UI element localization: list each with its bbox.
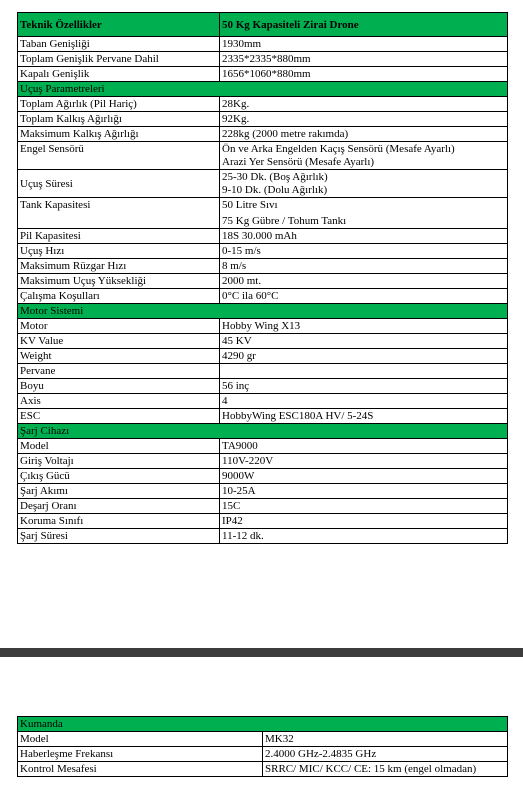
row-value-line: Arazi Yer Sensörü (Mesafe Ayarlı) [222,156,375,168]
row-label: Tank Kapasitesi [18,198,220,229]
row-label: Toplam Kalkış Ağırlığı [18,112,220,127]
row-value [220,529,508,544]
section-title: Uçuş Parametreleri [18,82,508,97]
row-value-line: 15C [222,500,241,512]
row-value [220,112,508,127]
section-title: Kumanda [18,717,508,732]
row-label: Pervane [18,364,220,379]
row-label: Şarj Akımı [18,484,220,499]
table-row [18,439,508,454]
row-value-line: 25-30 Dk. (Boş Ağırlık) [222,171,328,183]
table-row [18,112,508,127]
spec-table [17,12,508,544]
row-label: Boyu [18,379,220,394]
row-value [220,289,508,304]
row-value [220,379,508,394]
row-label: Koruma Sınıfı [18,514,220,529]
row-label: Toplam Ağırlık (Pil Hariç) [18,97,220,112]
row-value-line: 0-15 m/s [222,245,261,257]
table-row [18,732,508,747]
row-value-line: Hobby Wing X13 [222,320,301,332]
row-label: Haberleşme Frekansı [18,747,263,762]
row-label: Çıkış Gücü [18,469,220,484]
row-value-line: 2335*2335*880mm [222,53,311,65]
row-value [220,274,508,289]
table-row [18,37,508,52]
row-value [220,244,508,259]
row-value-line: 2.4000 GHz-2.4835 GHz [265,748,377,760]
row-value [220,484,508,499]
row-value [220,97,508,112]
table-row [18,170,508,198]
row-value-line: HobbyWing ESC180A HV/ 5-24S [222,410,374,422]
row-label: Toplam Genişlik Pervane Dahil [18,52,220,67]
section-title: Şarj Cihazı [18,424,508,439]
row-label: Pil Kapasitesi [18,229,220,244]
row-value [220,198,508,229]
row-value [220,127,508,142]
row-value-line: MK32 [265,733,294,745]
table-row [18,319,508,334]
table-row [18,469,508,484]
row-value [220,499,508,514]
row-value-line: IP42 [222,515,243,527]
table-row [18,349,508,364]
spec-header-row [18,13,508,37]
row-value-line: 11-12 dk. [222,530,264,542]
section-row [18,717,508,732]
row-value-line: 4 [222,395,228,407]
row-value-line: 92Kg. [222,113,250,125]
row-label: Uçuş Hızı [18,244,220,259]
row-value-line: 110V-220V [222,455,274,467]
table-row [18,244,508,259]
remote-table [17,716,508,777]
row-value [220,37,508,52]
section-row [18,82,508,97]
row-value-line: TA9000 [222,440,258,452]
row-value-line: 1656*1060*880mm [222,68,311,80]
row-value-line: 8 m/s [222,260,247,272]
row-label: Deşarj Oranı [18,499,220,514]
table-row [18,747,508,762]
row-value [220,229,508,244]
row-label: Model [18,439,220,454]
table-row [18,409,508,424]
row-value [220,52,508,67]
row-label: Kontrol Mesafesi [18,762,263,777]
table-row [18,274,508,289]
row-label: Kapalı Genişlik [18,67,220,82]
row-value-line: 45 KV [222,335,252,347]
row-value [263,762,508,777]
row-value [220,394,508,409]
table-row [18,198,508,229]
row-value [220,259,508,274]
table-row [18,762,508,777]
table-row [18,52,508,67]
row-label: KV Value [18,334,220,349]
row-value-line: SRRC/ MIC/ KCC/ CE: 15 km (engel olmadan) [265,763,477,775]
row-value [220,409,508,424]
row-value [220,454,508,469]
row-value [220,514,508,529]
table-row [18,499,508,514]
table-row [18,229,508,244]
table-row [18,484,508,499]
row-label: Model [18,732,263,747]
row-label: Weight [18,349,220,364]
table-row [18,334,508,349]
table-row [18,67,508,82]
spec-table-body [18,13,508,544]
row-value-line: 50 Litre Sıvı [222,199,278,211]
table-row [18,364,508,379]
row-value-line: 1930mm [222,38,262,50]
row-label: Uçuş Süresi [18,170,220,198]
row-value-line: 75 Kg Gübre / Tohum Tankı [222,215,347,227]
row-label: Taban Genişliği [18,37,220,52]
row-value-line: 228kg (2000 metre rakımda) [222,128,349,140]
row-label: Çalışma Koşulları [18,289,220,304]
row-value [263,747,508,762]
row-value [220,349,508,364]
row-value-line: 2000 mt. [222,275,262,287]
remote-table-body [18,717,508,777]
table-row [18,127,508,142]
spec-header-title: 50 Kg Kapasiteli Zirai Drone [220,13,508,37]
row-value [220,142,508,170]
row-value-line: 10-25A [222,485,256,497]
row-value [220,334,508,349]
row-label: Maksimum Kalkış Ağırlığı [18,127,220,142]
row-label: ESC [18,409,220,424]
row-value-line: Ön ve Arka Engelden Kaçış Sensörü (Mesafe Ayarlı) [222,143,455,155]
table-row [18,289,508,304]
row-label: Maksimum Rüzgar Hızı [18,259,220,274]
row-label: Motor [18,319,220,334]
row-label: Şarj Süresi [18,529,220,544]
section-row [18,304,508,319]
row-value-line: 4290 gr [222,350,256,362]
table-row [18,142,508,170]
row-value [220,319,508,334]
row-label: Maksimum Uçuş Yüksekliği [18,274,220,289]
row-value [263,732,508,747]
page-divider [0,648,523,657]
table-row [18,259,508,274]
table-row [18,379,508,394]
row-value-line: 56 inç [222,380,250,392]
row-value [220,364,508,379]
row-value [220,67,508,82]
row-label: Giriş Voltajı [18,454,220,469]
row-value-line: 9000W [222,470,255,482]
table-row [18,514,508,529]
spec-header-label: Teknik Özellikler [18,13,220,37]
table-row [18,529,508,544]
row-value-line: 18S 30.000 mAh [222,230,297,242]
table-row [18,97,508,112]
row-value [220,170,508,198]
row-value-line: 9-10 Dk. (Dolu Ağırlık) [222,184,328,196]
section-row [18,424,508,439]
row-value [220,439,508,454]
row-value-line: 28Kg. [222,98,250,110]
row-value-line: 0°C ila 60°C [222,290,279,302]
table-row [18,394,508,409]
row-value [220,469,508,484]
row-label: Engel Sensörü [18,142,220,170]
section-title: Motor Sistemi [18,304,508,319]
table-row [18,454,508,469]
row-label: Axis [18,394,220,409]
